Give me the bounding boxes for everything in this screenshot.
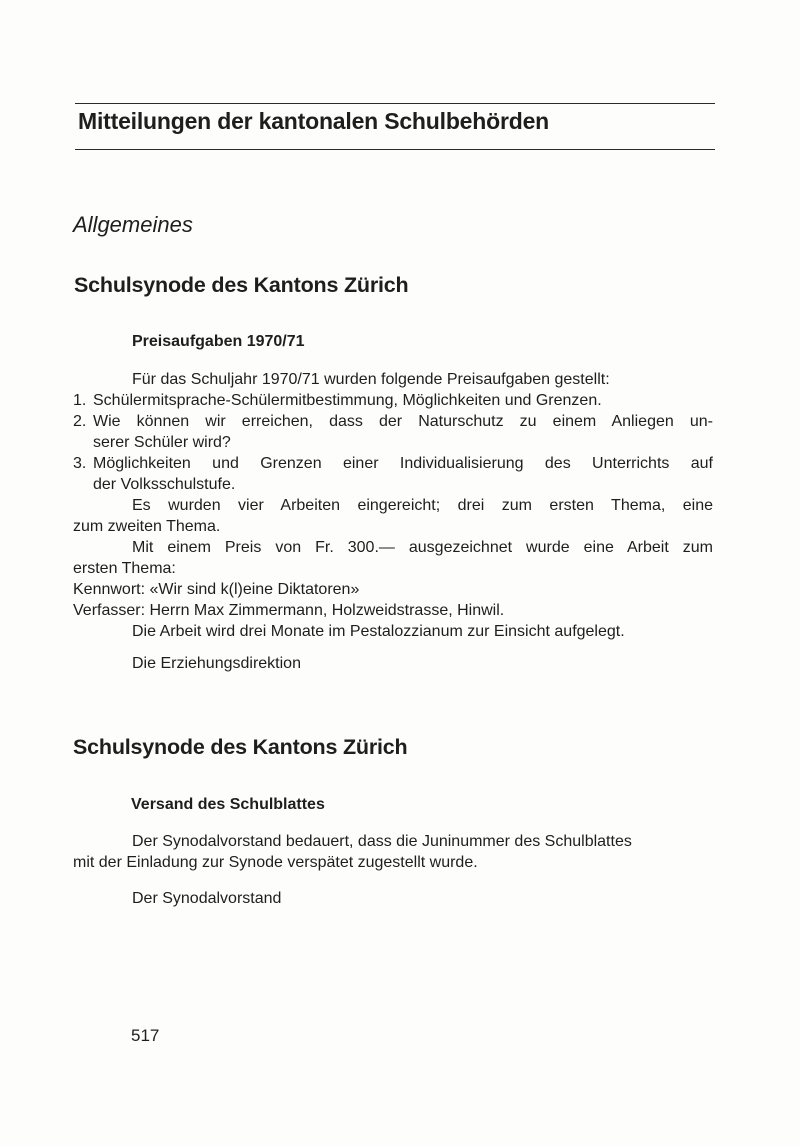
notice-1-body bbox=[73, 369, 713, 642]
notice-1-subheading: Preisaufgaben 1970/71 bbox=[132, 333, 305, 350]
list-item bbox=[73, 411, 713, 432]
notice-2-line-1: Der Synodalvorstand bedauert, dass die Juninummer des Schulblattes bbox=[132, 833, 632, 850]
list-number: 3. bbox=[73, 455, 87, 472]
notice-2-body bbox=[73, 831, 713, 873]
notice-1-signature: Die Erziehungsdirektion bbox=[132, 655, 301, 672]
header-bottom-rule bbox=[75, 149, 715, 150]
notice-1-paragraph-3-end: ersten Thema: bbox=[73, 560, 176, 577]
notice-1-paragraph-2: Es wurden vier Arbeiten eingereicht; drei zum ersten Thema, eine bbox=[132, 497, 713, 514]
notice-1-verfasser: Verfasser: Herrn Max Zimmermann, Holzweidstrasse, Hinwil. bbox=[73, 602, 505, 619]
notice-1-intro: Für das Schuljahr 1970/71 wurden folgende Preisaufgaben gestellt: bbox=[132, 371, 610, 388]
notice-1-paragraph-2-end: zum zweiten Thema. bbox=[73, 518, 221, 535]
list-item-continuation: der Volksschulstufe. bbox=[93, 476, 236, 493]
list-item-text: Schülermitsprache-Schülermitbestimmung, Möglichkeiten und Grenzen. bbox=[93, 392, 602, 409]
list-number: 2. bbox=[73, 413, 87, 430]
notice-2-signature: Der Synodalvorstand bbox=[132, 890, 282, 907]
notice-1-closing: Die Arbeit wird drei Monate im Pestalozzianum zur Einsicht aufgelegt. bbox=[132, 623, 625, 640]
header-top-rule bbox=[75, 103, 715, 104]
page-number: 517 bbox=[131, 1026, 160, 1045]
list-item bbox=[73, 390, 713, 411]
notice-1-heading: Schulsynode des Kantons Zürich bbox=[74, 273, 409, 297]
notice-1-kennwort: Kennwort: «Wir sind k(l)eine Diktatoren» bbox=[73, 581, 360, 598]
notice-2-subheading: Versand des Schulblattes bbox=[131, 796, 325, 813]
list-number: 1. bbox=[73, 392, 87, 409]
list-item-text: Wie können wir erreichen, dass der Naturschutz zu einem Anliegen un- bbox=[93, 413, 713, 430]
notice-2-heading: Schulsynode des Kantons Zürich bbox=[73, 735, 408, 759]
list-item bbox=[73, 453, 713, 474]
list-item-continuation: serer Schüler wird? bbox=[93, 434, 231, 451]
list-item-text: Möglichkeiten und Grenzen einer Individualisierung des Unterrichts auf bbox=[93, 455, 713, 472]
section-label: Allgemeines bbox=[73, 212, 193, 237]
page-header-title: Mitteilungen der kantonalen Schulbehörden bbox=[78, 108, 550, 134]
notice-1-paragraph-3: Mit einem Preis von Fr. 300.— ausgezeichnet wurde eine Arbeit zum bbox=[132, 539, 713, 556]
notice-2-line-2: mit der Einladung zur Synode verspätet zugestellt wurde. bbox=[73, 854, 478, 871]
